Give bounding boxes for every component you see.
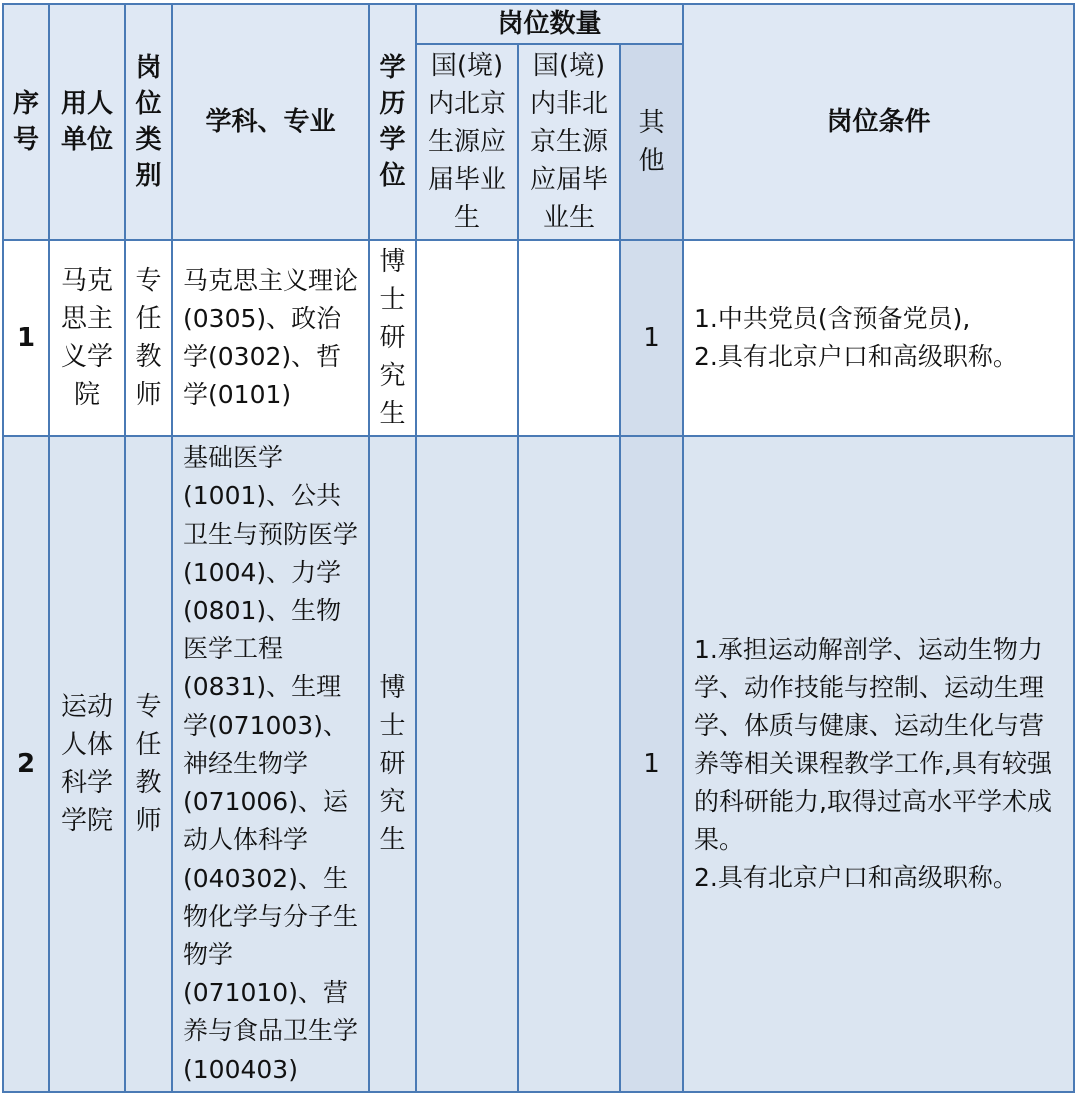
row-post-type: 专任教师 (125, 436, 172, 1092)
header-quota-non-beijing: 国(境)内非北京生源应届毕业生 (518, 44, 620, 240)
header-quota-other: 其他 (620, 44, 683, 240)
table-row (3, 240, 1074, 436)
row-degree: 博士研究生 (369, 436, 416, 1092)
row-quota-other: 1 (620, 240, 683, 436)
row-quota-beijing (416, 240, 518, 436)
row-conditions: 1.承担运动解剖学、运动生物力学、动作技能与控制、运动生理学、体质与健康、运动生化与营养等相关课程教学工作,具有较强的科研能力,取得过高水平学术成果。 2.具有北京户口和高级职称。 (683, 436, 1074, 1092)
row-degree: 博士研究生 (369, 240, 416, 436)
header-quota-beijing: 国(境)内北京生源应届毕业生 (416, 44, 518, 240)
row-quota-non-beijing (518, 240, 620, 436)
row-quota-non-beijing (518, 436, 620, 1092)
header-degree: 学历学位 (369, 4, 416, 240)
row-quota-other: 1 (620, 436, 683, 1092)
row-unit: 马克思主义学院 (49, 240, 125, 436)
row-index: 2 (3, 436, 49, 1092)
row-major: 马克思主义理论(0305)、政治学(0302)、哲学(0101) (172, 240, 369, 436)
table-row (3, 436, 1074, 1092)
recruitment-table (2, 3, 1075, 1093)
header-post-type: 岗位类别 (125, 4, 172, 240)
header-conditions: 岗位条件 (683, 4, 1074, 240)
header-quota-group: 岗位数量 (416, 4, 683, 44)
row-quota-beijing (416, 436, 518, 1092)
header-major: 学科、专业 (172, 4, 369, 240)
row-conditions: 1.中共党员(含预备党员), 2.具有北京户口和高级职称。 (683, 240, 1074, 436)
header-unit: 用人单位 (49, 4, 125, 240)
row-index: 1 (3, 240, 49, 436)
row-post-type: 专任教师 (125, 240, 172, 436)
row-unit: 运动人体科学学院 (49, 436, 125, 1092)
header-index: 序号 (3, 4, 49, 240)
row-major: 基础医学(1001)、公共卫生与预防医学(1004)、力学(0801)、生物医学工程(0831)、生理学(071003)、神经生物学(071006)、运动人体科学(040302)、生物化学与分子生物学(071010)、营养与食品卫生学(100403) (172, 436, 369, 1092)
